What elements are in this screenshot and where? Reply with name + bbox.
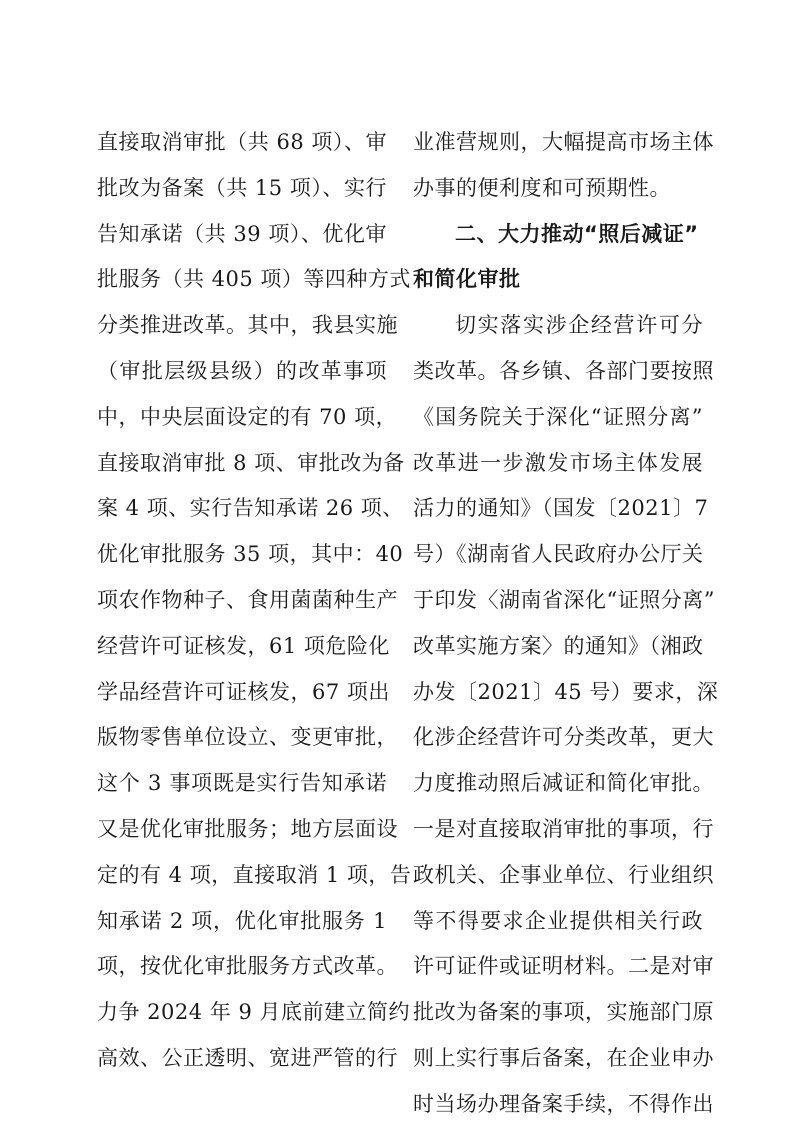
text-line: 时当场办理备案手续，不得作出	[413, 1091, 714, 1116]
text-line: 又是优化审批服务；地方层面设	[97, 816, 398, 841]
text-line: 高效、公正透明、宽进严管的行	[97, 1045, 398, 1070]
text-line: 版物零售单位设立、变更审批，	[97, 725, 398, 750]
text-line: 经营许可证核发，61 项危险化	[97, 633, 390, 658]
text-line: 于印发〈湖南省深化“证照分离”	[413, 587, 715, 612]
text-line: 中，中央层面设定的有 70 项，	[97, 404, 398, 429]
text-line: 项农作物种子、食用菌菌种生产	[97, 587, 398, 612]
paragraph-first-line: 切实落实涉企经营许可分	[455, 313, 703, 338]
section-heading-continued: 和简化审批	[413, 267, 521, 292]
text-line: 则上实行事后备案，在企业申办	[413, 1045, 714, 1070]
text-line: 办发〔2021〕45 号）要求，深	[413, 679, 719, 704]
text-line: 直接取消审批（共 68 项）、审	[97, 130, 387, 154]
text-line: 批改为备案的事项，实施部门原	[413, 1000, 714, 1025]
text-line: 办事的便利度和可预期性。	[413, 175, 671, 200]
text-line: 政机关、企事业单位、行业组织	[413, 862, 714, 887]
text-line: 批改为备案（共 15 项）、实行	[97, 175, 387, 200]
right-column	[413, 120, 719, 1128]
text-line: 批服务（共 405 项）等四种方式	[97, 267, 411, 292]
text-line: 号）《湖南省人民政府办公厅关	[413, 542, 704, 567]
text-line: 许可证件或证明材料。二是对审	[413, 954, 714, 979]
text-line: 力度推动照后减证和简化审批。	[413, 771, 714, 796]
text-line: 案 4 项、实行告知承诺 26 项、	[97, 496, 404, 521]
text-line: 《国务院关于深化“证照分离”	[413, 404, 703, 429]
text-line: 活力的通知》（国发〔2021〕7	[413, 496, 709, 521]
text-line: 优化审批服务 35 项，其中：40	[97, 542, 404, 567]
text-line: （审批层级县级）的改革事项	[97, 358, 387, 383]
text-line: 知承诺 2 项，优化审批服务 1	[97, 908, 387, 933]
left-column	[97, 120, 412, 1082]
text-line: 定的有 4 项，直接取消 1 项，告	[97, 862, 412, 887]
text-line: 告知承诺（共 39 项）、优化审	[97, 221, 387, 246]
text-line: 力争 2024 年 9 月底前建立简约	[97, 1000, 411, 1025]
text-line: 学品经营许可证核发，67 项出	[97, 679, 390, 704]
text-line: 等不得要求企业提供相关行政	[413, 908, 703, 933]
text-line: 类改革。各乡镇、各部门要按照	[413, 358, 714, 383]
text-line: 一是对直接取消审批的事项，行	[413, 816, 714, 841]
text-line: 分类推进改革。其中，我县实施	[97, 313, 398, 338]
text-line: 化涉企经营许可分类改革，更大	[413, 725, 714, 750]
text-line: 这个 3 事项既是实行告知承诺	[97, 771, 387, 796]
text-line: 改革进一步激发市场主体发展	[413, 450, 703, 475]
section-heading: 二、大力推动“照后减证”	[455, 221, 699, 246]
text-line: 直接取消审批 8 项、审批改为备	[97, 450, 405, 475]
text-line: 改革实施方案〉的通知》（湘政	[413, 633, 704, 658]
text-line: 项，按优化审批服务方式改革。	[97, 954, 398, 979]
text-line: 业准营规则，大幅提高市场主体	[413, 130, 714, 154]
